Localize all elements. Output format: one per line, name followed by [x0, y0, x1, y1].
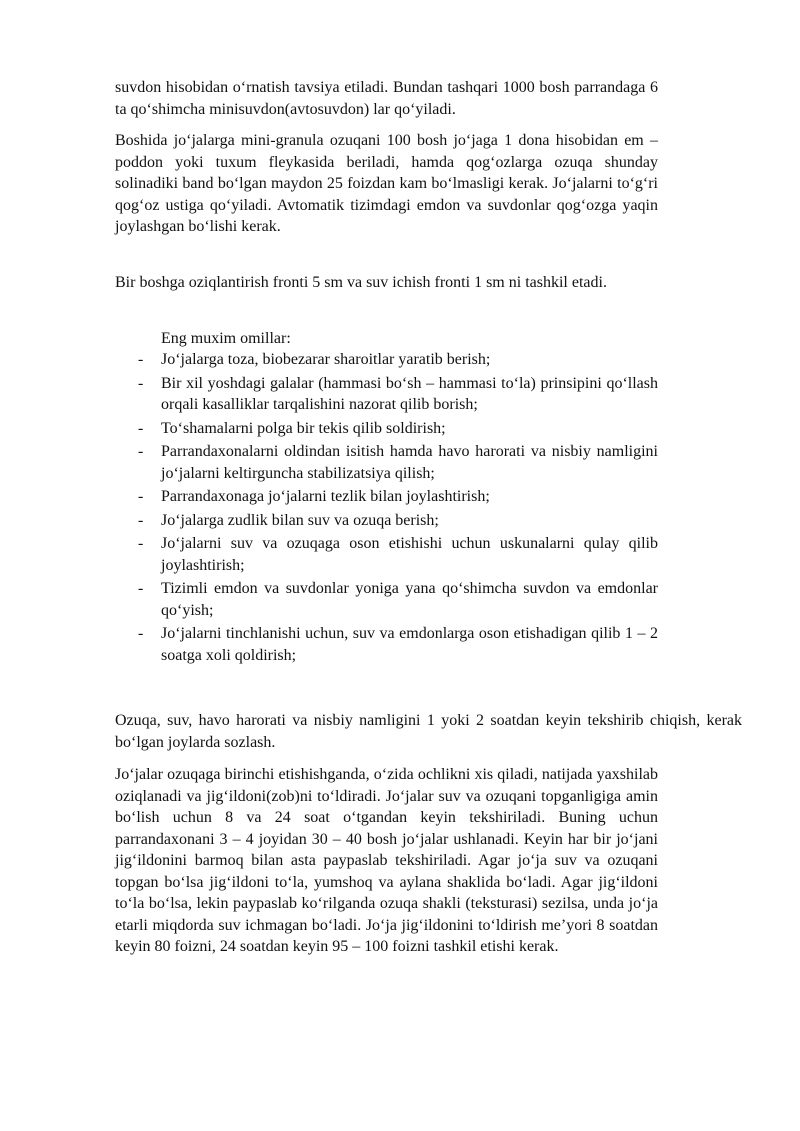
dash-bullet: -: [138, 535, 144, 552]
list-item: [115, 510, 658, 532]
dash-bullet: -: [138, 443, 144, 460]
dash-bullet: -: [138, 351, 144, 368]
list-heading: Eng muxim omillar:: [161, 330, 291, 347]
dash-bullet: -: [138, 625, 144, 642]
list-item: [115, 441, 658, 484]
list-item-text: Bir xil yoshdagi galalar (hammasi bo‘sh – hammasi to‘la) prinsipini qo‘llash orqali kasalliklar tarqalishini nazorat qilib borish;: [161, 374, 658, 413]
list-item: [115, 373, 658, 416]
paragraph-crop-check: Jo‘jalar ozuqaga birinchi etishishganda, o‘zida ochlikni xis qiladi, natijada yaxshilab oziqlanadi va jig‘ildoni(zob)ni to‘ldiradi. Jo‘jalar suv va ozuqani topganligiga amin bo‘lish uchun 8 va 24 soat o‘tgandan keyin tekshiriladi. Buning uchun parrandaxonani 3 – 4 joyidan 30 – 40 bosh jo‘jalar ushlanadi. Keyin har bir jo‘jani jig‘ildonini barmoq bilan asta paypaslab tekshiriladi. Agar jo‘ja suv va ozuqani topgan bo‘lsa jig‘ildoni to‘la, yumshoq va aylana shaklida bo‘ladi. Agar jig‘ildoni to‘la bo‘lsa, lekin paypaslab ko‘rilganda ozuqa shakli (teksturasi) sezilsa, unda jo‘ja etarli miqdorda suv ichmagan bo‘ladi. Jo‘ja jig‘ildonini to‘ldirish me’yori 8 soatdan keyin 80 foizni, 24 soatdan keyin 95 – 100 foizni tashkil etishi kerak.: [115, 766, 658, 955]
list-item-text: Jo‘jalarni tinchlanishi uchun, suv va emdonlarga oson etishadigan qilib 1 – 2 soatga xoli qoldirish;: [161, 625, 658, 664]
list-item: [115, 418, 658, 440]
paragraph-check-conditions: Ozuqa, suv, havo harorati va nisbiy namligini 1 yoki 2 soatdan keyin tekshirib chiqish, kerak bo‘lgan joylarda sozlash.: [115, 712, 742, 751]
paragraph-feeding-front: Bir boshga oziqlantirish fronti 5 sm va suv ichish fronti 1 sm ni tashkil etadi.: [115, 274, 607, 291]
list-item: [115, 623, 658, 666]
dash-bullet: -: [138, 419, 144, 437]
dash-bullet: -: [138, 511, 144, 529]
list-item-text: Jo‘jalarga zudlik bilan suv va ozuqa berish;: [161, 511, 439, 529]
list-item: [115, 533, 658, 576]
list-item-text: Tizimli emdon va suvdonlar yoniga yana qo‘shimcha suvdon va emdonlar qo‘yish;: [161, 580, 658, 619]
dash-bullet: -: [138, 374, 144, 392]
dash-bullet: -: [138, 488, 144, 505]
list-item-text: Jo‘jalarga toza, biobezarar sharoitlar yaratib berish;: [161, 351, 491, 368]
dash-bullet: -: [138, 580, 144, 597]
list-item: [115, 349, 658, 371]
paragraph-initial-feeding: Boshida jo‘jalarga mini-granula ozuqani 100 bosh jo‘jaga 1 dona hisobidan em – poddon yoki tuxum fleykasida beriladi, hamda qog‘ozlarga ozuqa shunday solinadiki band bo‘lgan maydon 25 foizdan kam bo‘lmasligi kerak. Jo‘jalarni to‘g‘ri qog‘oz ustiga qo‘yiladi. Avtomatik tizimdagi emdon va suvdonlar qog‘ozga yaqin joylashgan bo‘lishi kerak.: [115, 132, 658, 235]
key-factors-list: [115, 349, 658, 668]
list-item-text: Jo‘jalarni suv va ozuqaga oson etishishi uchun uskunalarni qulay qilib joylashtirish;: [161, 535, 658, 574]
list-item: [115, 578, 658, 621]
list-item-text: Parrandaxonalarni oldindan isitish hamda havo harorati va nisbiy namligini jo‘jalarni keltirguncha stabilizatsiya qilish;: [161, 443, 658, 482]
list-item-text: To‘shamalarni polga bir tekis qilib soldirish;: [161, 419, 446, 437]
list-item: [115, 486, 658, 508]
list-item-text: Parrandaxonaga jo‘jalarni tezlik bilan joylashtirish;: [161, 488, 490, 505]
paragraph-water-dispensers: suvdon hisobidan o‘rnatish tavsiya etiladi. Bundan tashqari 1000 bosh parrandaga 6 ta qo‘shimcha minisuvdon(avtosuvdon) lar qo‘yiladi.: [115, 79, 658, 118]
